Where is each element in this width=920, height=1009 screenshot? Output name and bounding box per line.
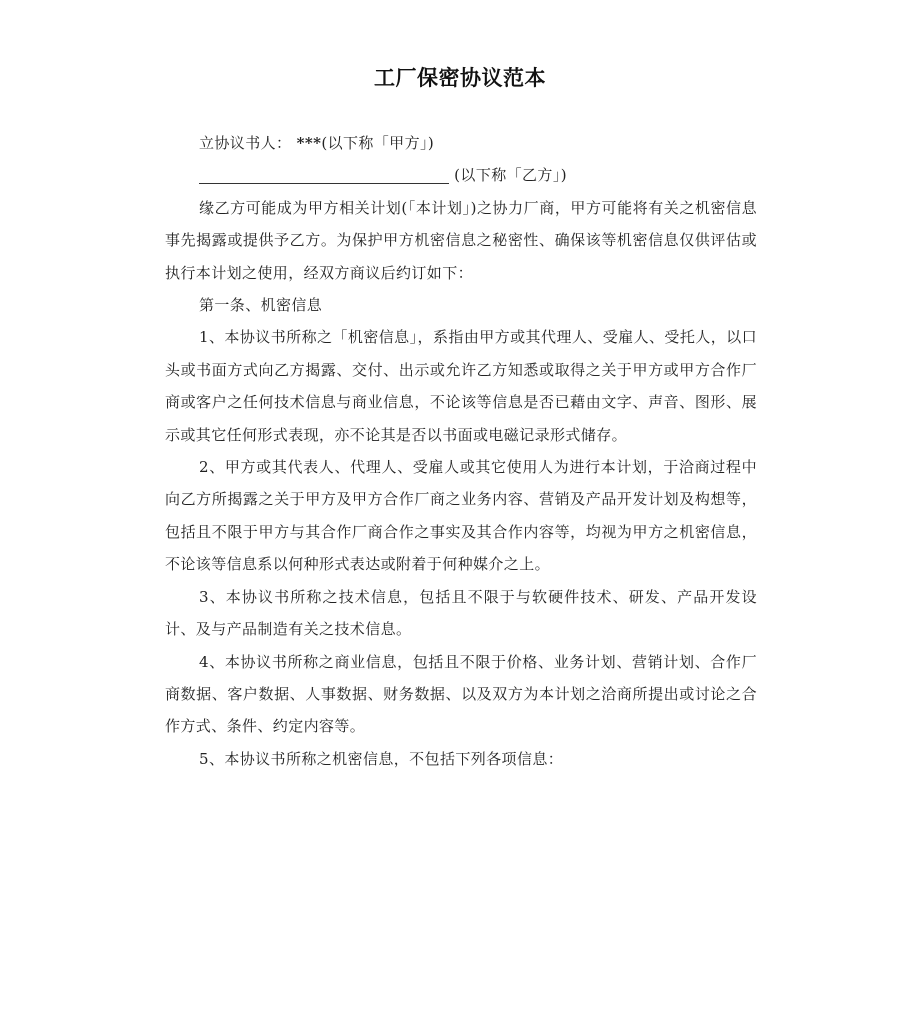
clause-1: 1、本协议书所称之「机密信息」，系指由甲方或其代理人、受雇人、受托人，以口头或书面方式向乙方揭露、交付、出示或允许乙方知悉或取得之关于甲方或甲方合作厂商或客户之任何技术信息与商业信息，不论该等信息是否已藉由文字、声音、图形、展示或其它任何形式表现，亦不论其是否以书面或电磁记录形式储存。 (165, 328, 757, 444)
signer-label: 立协议书人： (199, 134, 292, 152)
clause-2: 2、甲方或其代表人、代理人、受雇人或其它使用人为进行本计划，于洽商过程中向乙方所揭露之关于甲方及甲方合作厂商之业务内容、营销及产品开发计划及构想等，包括且不限于甲方与其合作厂商合作之事实及其合作内容等，均视为甲方之机密信息，不论该等信息系以何种形式表达或附着于何种媒介之上。 (165, 458, 757, 574)
clause-3: 3、本协议书所称之技术信息，包括且不限于与软硬件技术、研发、产品开发设计、及与产品制造有关之技术信息。 (165, 587, 757, 639)
party-b-line (165, 159, 757, 191)
party-b-blank (199, 165, 449, 184)
document-title: 工厂保密协议范本 (374, 66, 546, 90)
intro-paragraph: 缘乙方可能成为甲方相关计划(「本计划」)之协力厂商，甲方可能将有关之机密信息事先揭露或提供予乙方。为保护甲方机密信息之秘密性、确保该等机密信息仅供评估或执行本计划之使用，经双方商议后约订如下： (165, 198, 757, 282)
party-b-suffix: (以下称「乙方」) (454, 166, 567, 185)
signer-line (165, 127, 757, 159)
article-heading: 第一条、机密信息 (199, 296, 323, 315)
clause-4: 4、本协议书所称之商业信息，包括且不限于价格、业务计划、营销计划、合作厂商数据、客户数据、人事数据、财务数据、以及双方为本计划之洽商所提出或讨论之合作方式、条件、约定内容等。 (165, 652, 757, 736)
document-body (165, 127, 757, 775)
party-a-name: *** (296, 134, 322, 152)
clause-5: 5、本协议书所称之机密信息，不包括下列各项信息： (199, 749, 564, 768)
party-a-suffix: (以下称「甲方」) (321, 134, 435, 152)
